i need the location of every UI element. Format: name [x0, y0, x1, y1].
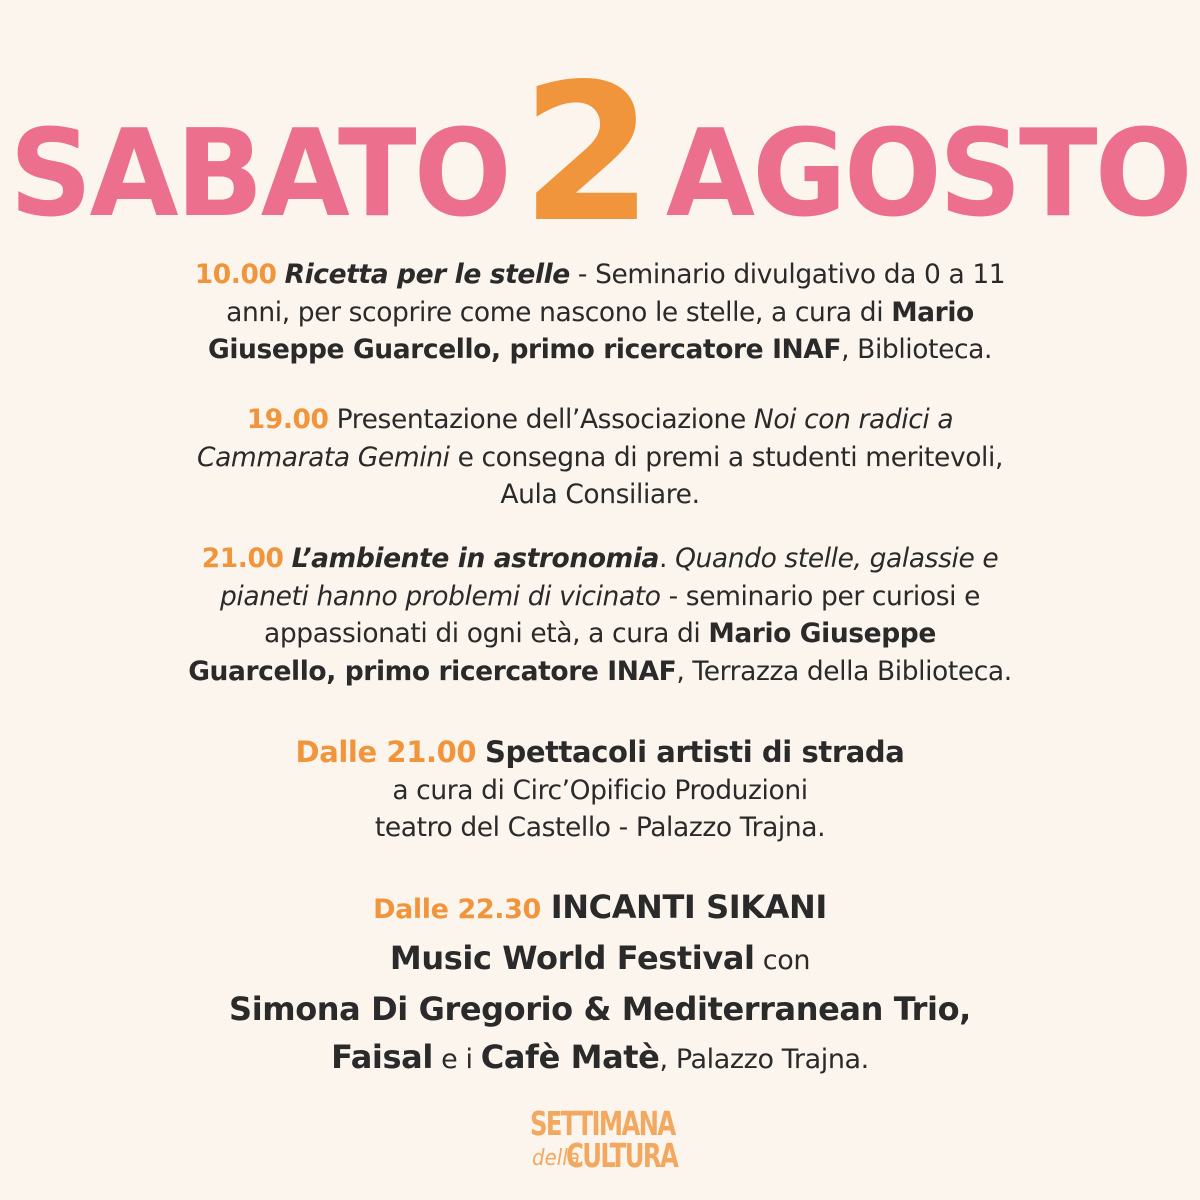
event-subtitle: Quando stelle, galassie e [675, 543, 999, 574]
event-time: 21.00 [201, 543, 284, 574]
event-time: 10.00 [194, 259, 277, 290]
settimana-della-cultura-logo [530, 1104, 700, 1176]
event-time: Dalle 22.30 [373, 894, 541, 925]
page-title [0, 43, 1200, 264]
event-place: , Palazzo Trajna. [659, 1044, 869, 1075]
event-description: - seminario per curiosi e [660, 580, 980, 612]
event-dalle-21-00 [100, 734, 1100, 847]
event-dalle-22-30 [100, 883, 1100, 1084]
event-speaker: Guarcello, primo ricercatore INAF [188, 655, 677, 687]
event-speaker: Giuseppe Guarcello, primo ricercatore INAF [207, 334, 842, 365]
title-day: SABATO [9, 105, 509, 245]
event-artist: Faisal [331, 1038, 433, 1076]
event-speaker: Mario [891, 296, 974, 328]
event-title: Spettacoli artisti di strada [485, 735, 905, 769]
event-description: Presentazione dell’Associazione [328, 404, 754, 435]
logo-text-top: SETTIMANA [530, 1104, 675, 1143]
event-association: Cammarata Gemini [196, 441, 450, 473]
event-place: , Terrazza della Biblioteca. [676, 655, 1012, 687]
event-21-00 [100, 540, 1100, 690]
event-association: Noi con radici a [753, 404, 954, 435]
event-artist: Simona Di Gregorio & Mediterranean Trio, [229, 990, 971, 1028]
event-description: anni, per scoprire come nascono le stelle, a cura di [226, 296, 892, 328]
event-title: L’ambiente in astronomia [291, 543, 660, 574]
event-description: appassionati di ogni età, a cura di [264, 618, 709, 649]
event-10-00 [100, 256, 1100, 369]
logo-text-bottom: CULTURA [566, 1136, 678, 1175]
event-artist: Cafè Matè [480, 1038, 660, 1076]
event-title: Ricetta per le stelle [284, 259, 570, 290]
event-place: teatro del Castello - Palazzo Trajna. [374, 812, 826, 843]
event-time: Dalle 21.00 [295, 735, 477, 769]
logo-text-della: della [532, 1146, 580, 1171]
title-date-number: 2 [521, 43, 654, 264]
event-title: INCANTI SIKANI [550, 888, 827, 926]
title-month: AGOSTO [666, 105, 1191, 245]
event-description: e consegna di premi a studenti meritevoli, [449, 441, 1003, 473]
event-connector: e i [432, 1044, 481, 1075]
event-organizer: a cura di Circ’Opificio Produzioni [392, 774, 808, 806]
event-punctuation: . [659, 543, 676, 574]
event-place: Aula Consiliare. [500, 479, 700, 510]
event-connector: con [754, 945, 811, 976]
event-subtitle: pianeti hanno problemi di vicinato [219, 580, 661, 612]
event-place: , Biblioteca. [841, 334, 993, 365]
event-time: 19.00 [246, 404, 329, 435]
event-19-00 [100, 401, 1100, 514]
event-speaker: Mario Giuseppe [708, 618, 936, 649]
event-title: Music World Festival [389, 939, 755, 977]
event-description: - Seminario divulgativo da 0 a 11 [569, 259, 1006, 290]
